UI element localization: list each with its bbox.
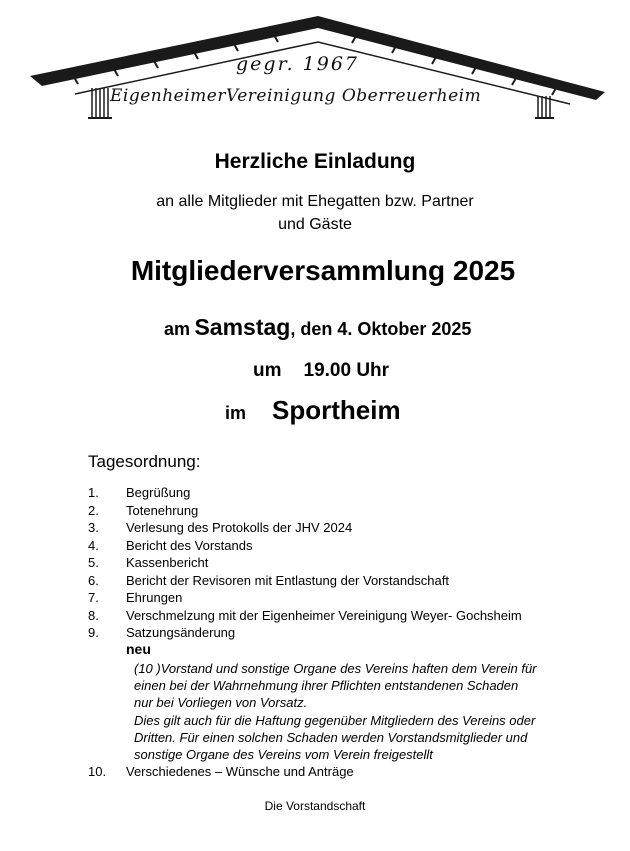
agenda-item-number: 8. <box>88 607 99 623</box>
agenda-item <box>88 624 618 642</box>
agenda-item-number: 1. <box>88 485 99 500</box>
signature: Die Vorstandschaft <box>264 799 366 813</box>
place-value: Sportheim <box>272 395 401 425</box>
amendment-line: Dritten. Für einen solchen Schaden werden Vorstandsmitglieder und <box>134 729 528 745</box>
audience-line-1: an alle Mitglieder mit Ehegatten bzw. Partner <box>156 193 474 210</box>
weekday: Samstag <box>194 314 291 340</box>
agenda-item-number: 2. <box>88 502 99 518</box>
agenda-item <box>88 607 618 625</box>
agenda-item-text: Totenehrung <box>126 502 199 518</box>
new-label: neu <box>126 641 151 657</box>
amendment-line: Dies gilt auch für die Haftung gegenüber Mitgliedern des Vereins oder <box>134 712 536 728</box>
agenda-item-text: Verschmelzung mit der Eigenheimer Vereinigung Weyer- Gochsheim <box>126 607 522 623</box>
amendment-line: (10 )Vorstand und sonstige Organe des Vereins haften dem Verein für <box>134 661 537 676</box>
agenda-list <box>88 484 618 642</box>
agenda-item <box>88 519 618 537</box>
agenda-item-number: 7. <box>88 590 99 605</box>
place-prefix: im <box>225 403 247 423</box>
agenda-item-number: 3. <box>88 520 99 535</box>
agenda-item-text: Begrüßung <box>126 485 191 500</box>
agenda-item <box>88 484 618 502</box>
agenda-item-number: 10. <box>88 764 107 779</box>
club-logo <box>30 14 605 124</box>
agenda-item-number: 6. <box>88 572 99 588</box>
agenda-item <box>88 764 354 779</box>
agenda-item-text: Bericht der Revisoren mit Entlastung der Vorstandschaft <box>126 572 449 588</box>
agenda-item-number: 5. <box>88 555 99 570</box>
amendment-line: sonstige Organe des Vereins vom Verein freigestellt <box>134 747 433 763</box>
meeting-place <box>225 395 401 426</box>
agenda-item <box>88 537 618 555</box>
date-rest: , den 4. Oktober 2025 <box>290 319 472 339</box>
club-name: EigenheimerVereinigung Oberreuerheim <box>110 86 482 106</box>
amendment-line: nur bei Vorliegen von Vorsatz. <box>134 695 308 711</box>
greeting-heading: Herzliche Einladung <box>214 150 416 173</box>
meeting-time <box>253 360 389 382</box>
agenda-item-text: Kassenbericht <box>126 555 209 570</box>
amendment-line: einen bei der Wahrnehmung ihrer Pflichten entstandenen Schaden <box>134 678 519 694</box>
agenda-item-number: 9. <box>88 625 99 640</box>
founded-year: gegr. 1967 <box>236 53 359 75</box>
audience-line-2: und Gäste <box>278 216 352 233</box>
date-prefix: am <box>164 319 191 339</box>
agenda-item <box>88 572 618 590</box>
agenda-item-number: 4. <box>88 537 99 553</box>
meeting-date <box>164 314 471 341</box>
agenda-item <box>88 589 618 607</box>
agenda-item <box>88 502 618 520</box>
agenda-heading: Tagesordnung: <box>88 452 201 471</box>
agenda-item-text: Satzungsänderung <box>126 625 236 640</box>
agenda-item <box>88 554 618 572</box>
agenda-item-text: Verlesung des Protokolls der JHV 2024 <box>126 520 353 535</box>
time-value: 19.00 Uhr <box>303 360 390 381</box>
meeting-title: Mitgliederversammlung 2025 <box>130 255 516 286</box>
time-prefix: um <box>253 360 282 381</box>
agenda-item-text: Ehrungen <box>126 590 183 605</box>
bylaw-amendment-text <box>134 660 614 763</box>
agenda-item-text: Verschiedenes – Wünsche und Anträge <box>126 764 354 779</box>
agenda-item-text: Bericht des Vorstands <box>126 537 253 553</box>
